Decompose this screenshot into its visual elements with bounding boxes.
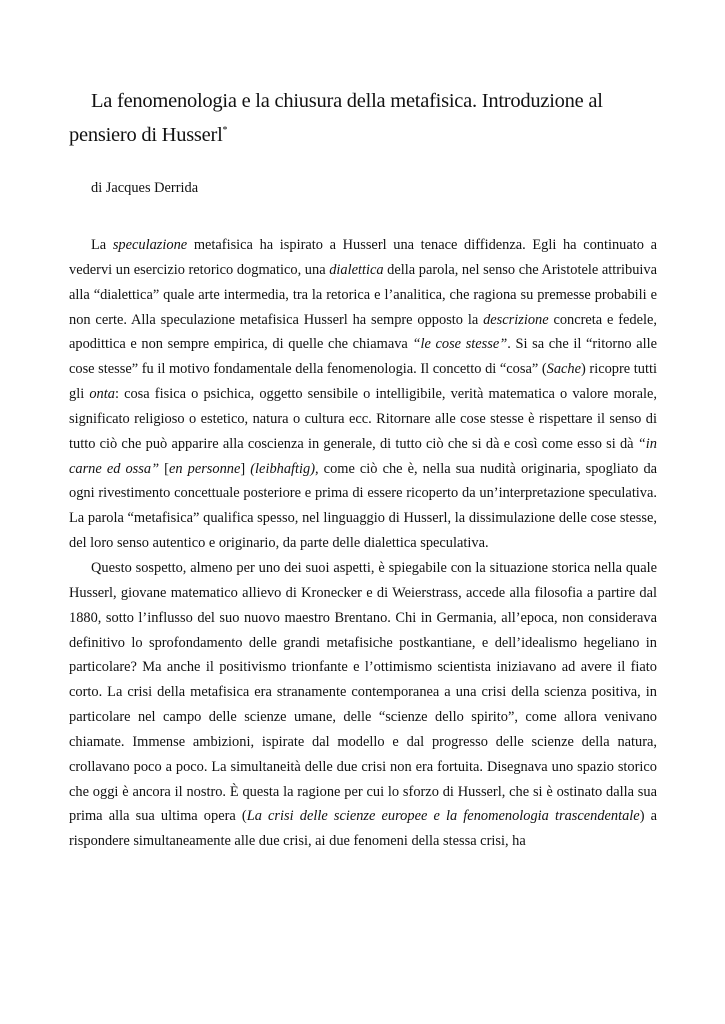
text-run: della parola, nel senso che Aristotele attribuiva alla “dialettica” quale arte intermedia, tra la retorica e l’analitica, che ragiona su premesse probabili e non certe. Alla speculazione metafisica Husserl ha sempre opposto la xyxy=(69,261,657,328)
italic-run: descrizione xyxy=(483,311,549,328)
text-run: [ xyxy=(159,460,169,477)
paragraph-1 xyxy=(69,233,657,556)
text-run: La xyxy=(91,237,113,253)
author-line: di Jacques Derrida xyxy=(91,180,199,196)
paragraph-2 xyxy=(69,556,657,854)
italic-run: La crisi delle scienze europee e la fenomenologia trascendentale xyxy=(246,808,640,825)
italic-run: en personne xyxy=(168,460,241,477)
italic-run: “in carne ed ossa” xyxy=(69,435,657,477)
text-run: : cosa fisica o psichica, oggetto sensibile o intelligibile, verità matematica o valore morale, significato religioso o estetico, natura o cultura ecc. Ritornare alle cose stesse è rispettare il senso di tutto ciò che può apparire alla coscienza in generale, di tutto ciò che si dà e così come esso si dà xyxy=(69,386,657,452)
text-run: . Si sa che il “ritorno alle cose stesse” fu il motivo fondamentale della fenomenologia. Il concetto di “cosa” ( xyxy=(69,336,658,378)
text-run: metafisica ha ispirato a Husserl una tenace diffidenza. Egli ha continuato a vedervi un esercizio retorico dogmatico, una xyxy=(69,237,657,278)
italic-run: dialettica xyxy=(329,261,384,278)
title-text: La fenomenologia e la chiusura della metafisica. Introduzione al pensiero di Husserl xyxy=(69,90,603,146)
text-run: Questo sospetto, almeno per uno dei suoi aspetti, è spiegabile con la situazione storica nella quale Husserl, giovane matematico allievo di Kronecker e di Weierstrass, accede alla filosofia a partire dal 1880, sotto l’influsso del suo nuovo maestro Brentano. Chi in Germania, all’epoca, non considerava definitivo lo sprofondamento delle grandi metafisiche postkantiane, e dell’idealismo hegeliano in particolare? Ma anche il positivismo trionfante e l’ottimismo scientista iniziavano ad avere il fiato corto. La crisi della metafisica era stranamente contemporanea a una crisi della scienza positiva, in particolare nel campo delle scienze umane, delle “scienze dello spirito”, come allora venivano chiamate. Immense ambizioni, ispirate dal modello e dal progresso delle scienze della natura, crollavano poco a poco. La simultaneità delle due crisi non era fortuita. Disegnava uno spazio storico che oggi è ancora il nostro. È questa la ragione per cui lo sforzo di Husserl, che si è ostinato dalla sua prima alla sua ultima opera ( xyxy=(69,559,657,825)
italic-run: onta xyxy=(89,386,115,403)
text-run: ] xyxy=(240,460,251,477)
text-run: ) a rispondere simultaneamente alle due crisi, ai due fenomeni della stessa crisi, ha xyxy=(69,808,658,850)
body-text xyxy=(69,233,657,854)
italic-run: (leibhaftig) xyxy=(250,460,316,477)
italic-run: speculazione xyxy=(112,237,188,253)
italic-run: Sache xyxy=(546,361,582,378)
text-run: ) ricopre tutti gli xyxy=(69,361,657,403)
document-title xyxy=(69,84,659,152)
text-run: , come ciò che è, nella sua nudità originaria, spogliato da ogni rivestimento concettuale posteriore e prima di essere ricoperto da un’interpretazione speculativa. La parola “metafisica” qualifica spesso, nel linguaggio di Husserl, la dissimulazione delle cose stesse, del loro senso autentico e originario, da parte delle dialettica speculativa. xyxy=(69,460,658,552)
text-run: concreta e fedele, apodittica e non sempre empirica, di quelle che chiamava xyxy=(69,311,658,353)
footnote-marker[interactable]: * xyxy=(222,125,228,137)
italic-run: “le cose stesse” xyxy=(412,336,508,353)
